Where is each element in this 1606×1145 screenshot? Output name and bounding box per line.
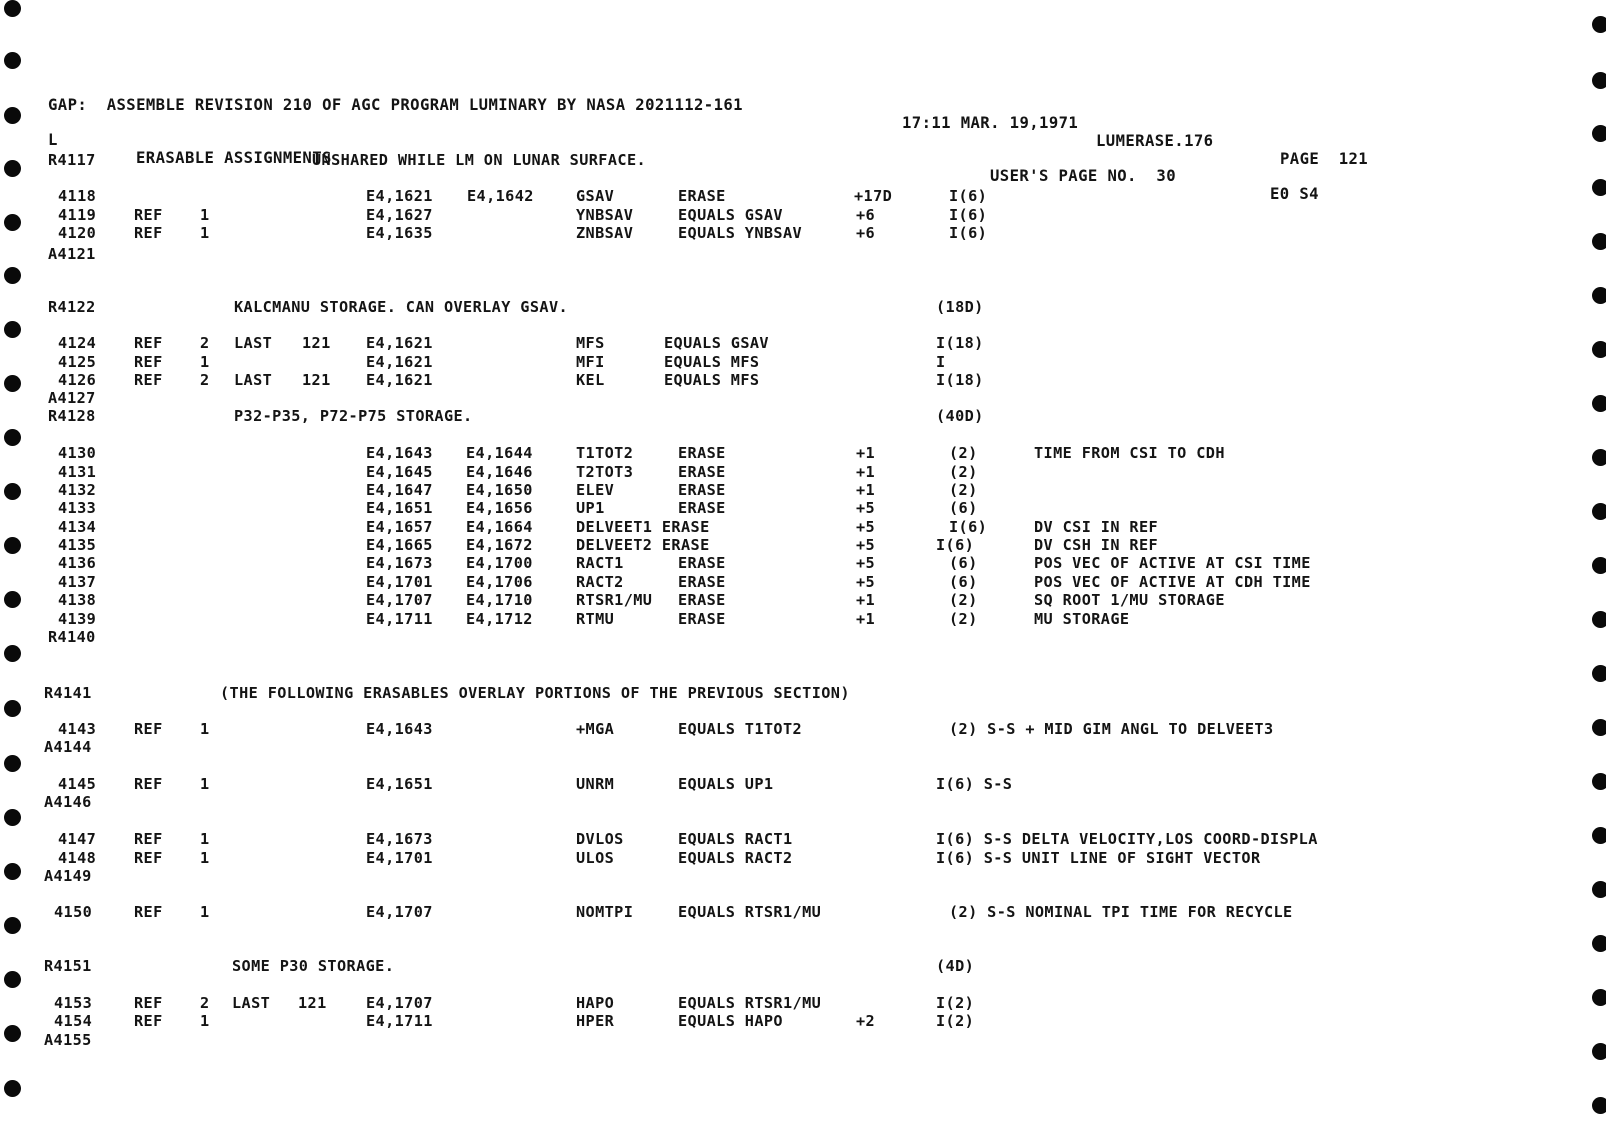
feed-hole bbox=[4, 429, 21, 446]
listing-field: I(6) bbox=[949, 206, 988, 224]
line-number: 4143 bbox=[58, 720, 97, 738]
feed-hole bbox=[1592, 557, 1606, 574]
listing-field: 1 bbox=[200, 903, 210, 921]
feed-hole bbox=[4, 375, 21, 392]
listing-field: DELVEET1 ERASE bbox=[576, 518, 710, 536]
line-number: 4125 bbox=[58, 353, 97, 371]
feed-hole bbox=[4, 755, 21, 772]
listing-code: L bbox=[48, 131, 58, 149]
listing-field: 1 bbox=[200, 775, 210, 793]
listing-field: EQUALS MFS bbox=[664, 371, 760, 389]
feed-hole bbox=[4, 0, 21, 17]
listing-field: ULOS bbox=[576, 849, 615, 867]
listing-field: ERASE bbox=[678, 573, 726, 591]
listing-field: DV CSI IN REF bbox=[1034, 518, 1159, 536]
listing-field: REF bbox=[134, 830, 163, 848]
listing-field: EQUALS T1TOT2 bbox=[678, 720, 803, 738]
line-number: R4128 bbox=[48, 407, 96, 425]
listing-field: I(6) bbox=[949, 187, 988, 205]
listing-field: E4,1643 bbox=[366, 444, 433, 462]
listing-field: (6) bbox=[949, 499, 978, 517]
listing-field: EQUALS GSAV bbox=[664, 334, 769, 352]
feed-hole bbox=[4, 700, 21, 717]
listing-field: 2 bbox=[200, 334, 210, 352]
listing-field: E4,1627 bbox=[366, 206, 433, 224]
listing-field: +17D bbox=[854, 187, 893, 205]
listing-field: E4,1621 bbox=[366, 353, 433, 371]
listing-field: (2) bbox=[949, 610, 978, 628]
listing-field: POS VEC OF ACTIVE AT CSI TIME bbox=[1034, 554, 1311, 572]
listing-field: ERASE bbox=[678, 187, 726, 205]
listing-field: UNSHARED WHILE LM ON LUNAR SURFACE. bbox=[312, 151, 647, 169]
listing-field: RTMU bbox=[576, 610, 615, 628]
listing-field: +1 bbox=[856, 610, 876, 628]
listing-field: 1 bbox=[200, 1012, 210, 1030]
listing-field: LAST bbox=[234, 334, 273, 352]
listing-field: E4,1711 bbox=[366, 610, 433, 628]
feed-hole bbox=[1592, 341, 1606, 358]
listing-field: E4,1673 bbox=[366, 830, 433, 848]
listing-field: REF bbox=[134, 334, 163, 352]
listing-field: ELEV bbox=[576, 481, 615, 499]
feed-hole bbox=[1592, 665, 1606, 682]
listing-field: I(6) S-S bbox=[936, 775, 1013, 793]
listing-field: I(2) bbox=[936, 994, 975, 1012]
assembly-datetime: 17:11 MAR. 19,1971 bbox=[902, 114, 1079, 132]
listing-field: 121 bbox=[302, 334, 331, 352]
listing-field: (18D) bbox=[936, 298, 984, 316]
feed-hole bbox=[1592, 827, 1606, 844]
listing-field: DVLOS bbox=[576, 830, 624, 848]
line-number: 4153 bbox=[54, 994, 93, 1012]
listing-field: (THE FOLLOWING ERASABLES OVERLAY PORTIONS OF THE PREVIOUS SECTION) bbox=[220, 684, 850, 702]
feed-hole bbox=[1592, 1097, 1606, 1114]
listing-field: ERASE bbox=[678, 463, 726, 481]
feed-hole bbox=[4, 645, 21, 662]
feed-hole bbox=[1592, 611, 1606, 628]
listing-field: I(18) bbox=[936, 334, 984, 352]
feed-hole bbox=[1592, 503, 1606, 520]
listing-field: E4,1646 bbox=[466, 463, 533, 481]
listing-field: E4,1711 bbox=[366, 1012, 433, 1030]
listing-field: (2) S-S + MID GIM ANGL TO DELVEET3 bbox=[949, 720, 1274, 738]
listing-field: NOMTPI bbox=[576, 903, 634, 921]
line-number: 4130 bbox=[58, 444, 97, 462]
listing-field: RTSR1/MU bbox=[576, 591, 653, 609]
feed-hole bbox=[1592, 881, 1606, 898]
listing-field: HPER bbox=[576, 1012, 615, 1030]
listing-field: E4,1665 bbox=[366, 536, 433, 554]
listing-field: KEL bbox=[576, 371, 605, 389]
listing-field: MFS bbox=[576, 334, 605, 352]
listing-field: ERASE bbox=[678, 481, 726, 499]
line-number: 4124 bbox=[58, 334, 97, 352]
source-file-name: LUMERASE.176 bbox=[1096, 132, 1214, 150]
listing-field: +6 bbox=[856, 224, 876, 242]
line-number: A4146 bbox=[44, 793, 92, 811]
edition-code: E0 S4 bbox=[1270, 185, 1319, 203]
listing-field: EQUALS GSAV bbox=[678, 206, 783, 224]
listing-field: E4,1645 bbox=[366, 463, 433, 481]
listing-field: E4,1701 bbox=[366, 573, 433, 591]
listing-field: 1 bbox=[200, 849, 210, 867]
listing-field: E4,1672 bbox=[466, 536, 533, 554]
listing-field: I(6) bbox=[949, 518, 988, 536]
feed-hole bbox=[1592, 989, 1606, 1006]
listing-field: 1 bbox=[200, 206, 210, 224]
listing-field: E4,1650 bbox=[466, 481, 533, 499]
line-number: 4148 bbox=[58, 849, 97, 867]
listing-field: EQUALS RACT1 bbox=[678, 830, 793, 848]
line-number: 4154 bbox=[54, 1012, 93, 1030]
line-number: 4119 bbox=[58, 206, 97, 224]
listing-field: P32-P35, P72-P75 STORAGE. bbox=[234, 407, 473, 425]
line-number: 4126 bbox=[58, 371, 97, 389]
feed-hole bbox=[1592, 449, 1606, 466]
listing-field: ERASE bbox=[678, 554, 726, 572]
listing-field: (4D) bbox=[936, 957, 975, 975]
feed-hole bbox=[4, 52, 21, 69]
listing-field: REF bbox=[134, 849, 163, 867]
listing-field: (2) bbox=[949, 591, 978, 609]
line-number: 4145 bbox=[58, 775, 97, 793]
line-number: R4122 bbox=[48, 298, 96, 316]
line-number: 4134 bbox=[58, 518, 97, 536]
listing-field: TIME FROM CSI TO CDH bbox=[1034, 444, 1225, 462]
feed-hole bbox=[4, 971, 21, 988]
listing-field: REF bbox=[134, 994, 163, 1012]
listing-field: (2) bbox=[949, 481, 978, 499]
feed-hole bbox=[1592, 125, 1606, 142]
assembly-title: GAP: ASSEMBLE REVISION 210 OF AGC PROGRAM LUMINARY BY NASA 2021112-161 bbox=[48, 96, 743, 114]
listing-field: (2) S-S NOMINAL TPI TIME FOR RECYCLE bbox=[949, 903, 1293, 921]
listing-field: +1 bbox=[856, 444, 876, 462]
listing-field: REF bbox=[134, 775, 163, 793]
line-number: R4141 bbox=[44, 684, 92, 702]
listing-field: YNBSAV bbox=[576, 206, 634, 224]
listing-field: +6 bbox=[856, 206, 876, 224]
feed-hole bbox=[1592, 935, 1606, 952]
listing-field: HAPO bbox=[576, 994, 615, 1012]
listing-field: I bbox=[936, 353, 946, 371]
line-number: 4139 bbox=[58, 610, 97, 628]
listing-field: EQUALS RTSR1/MU bbox=[678, 994, 822, 1012]
line-number: 4147 bbox=[58, 830, 97, 848]
line-number: 4136 bbox=[58, 554, 97, 572]
listing-field: ZNBSAV bbox=[576, 224, 634, 242]
line-number: 4132 bbox=[58, 481, 97, 499]
listing-field: (40D) bbox=[936, 407, 984, 425]
listing-field: E4,1651 bbox=[366, 499, 433, 517]
listing-field: E4,1710 bbox=[466, 591, 533, 609]
line-number: R4151 bbox=[44, 957, 92, 975]
feed-hole bbox=[1592, 287, 1606, 304]
listing-field: MU STORAGE bbox=[1034, 610, 1130, 628]
listing-field: (6) bbox=[949, 554, 978, 572]
listing-field: E4,1621 bbox=[366, 371, 433, 389]
listing-field: E4,1657 bbox=[366, 518, 433, 536]
listing-field: I(6) S-S UNIT LINE OF SIGHT VECTOR bbox=[936, 849, 1261, 867]
listing-field: E4,1700 bbox=[466, 554, 533, 572]
listing-field: +5 bbox=[856, 536, 876, 554]
listing-field: I(6) bbox=[949, 224, 988, 242]
feed-hole bbox=[1592, 16, 1606, 33]
listing-field: I(6) S-S DELTA VELOCITY,LOS COORD-DISPLA bbox=[936, 830, 1318, 848]
listing-field: E4,1635 bbox=[366, 224, 433, 242]
line-number: 4137 bbox=[58, 573, 97, 591]
feed-hole bbox=[1592, 395, 1606, 412]
line-number: A4155 bbox=[44, 1031, 92, 1049]
listing-field: 1 bbox=[200, 224, 210, 242]
page-number: PAGE 121 bbox=[1280, 150, 1369, 168]
line-number: 4133 bbox=[58, 499, 97, 517]
listing-field: E4,1707 bbox=[366, 903, 433, 921]
listing-field: UNRM bbox=[576, 775, 615, 793]
line-number: 4118 bbox=[58, 187, 97, 205]
line-number: A4149 bbox=[44, 867, 92, 885]
listing-field: POS VEC OF ACTIVE AT CDH TIME bbox=[1034, 573, 1311, 591]
listing-field: EQUALS UP1 bbox=[678, 775, 774, 793]
listing-field: I(2) bbox=[936, 1012, 975, 1030]
feed-hole bbox=[1592, 233, 1606, 250]
line-number: 4150 bbox=[54, 903, 93, 921]
feed-hole bbox=[1592, 1043, 1606, 1060]
feed-hole bbox=[1592, 773, 1606, 790]
listing-field: E4,1651 bbox=[366, 775, 433, 793]
line-number: 4138 bbox=[58, 591, 97, 609]
listing-field: +5 bbox=[856, 499, 876, 517]
listing-field: E4,1642 bbox=[467, 187, 534, 205]
listing-field: GSAV bbox=[576, 187, 615, 205]
listing-field: SQ ROOT 1/MU STORAGE bbox=[1034, 591, 1225, 609]
feed-hole bbox=[1592, 72, 1606, 89]
listing-field: REF bbox=[134, 1012, 163, 1030]
listing-field: SOME P30 STORAGE. bbox=[232, 957, 395, 975]
listing-field: ERASE bbox=[678, 499, 726, 517]
listing-field: REF bbox=[134, 224, 163, 242]
feed-hole bbox=[4, 537, 21, 554]
feed-hole bbox=[4, 1080, 21, 1097]
listing-field: EQUALS HAPO bbox=[678, 1012, 783, 1030]
listing-field: EQUALS YNBSAV bbox=[678, 224, 803, 242]
line-number: A4121 bbox=[48, 245, 96, 263]
listing-field: +5 bbox=[856, 554, 876, 572]
feed-hole bbox=[4, 591, 21, 608]
listing-field: T1TOT2 bbox=[576, 444, 634, 462]
listing-field: I(18) bbox=[936, 371, 984, 389]
line-number: A4127 bbox=[48, 389, 96, 407]
listing-field: +1 bbox=[856, 481, 876, 499]
listing-field: (2) bbox=[949, 444, 978, 462]
listing-field: REF bbox=[134, 371, 163, 389]
listing-field: E4,1621 bbox=[366, 187, 433, 205]
listing-field: 121 bbox=[298, 994, 327, 1012]
feed-hole bbox=[4, 267, 21, 284]
listing-field: I(6) bbox=[936, 536, 975, 554]
listing-field: REF bbox=[134, 353, 163, 371]
feed-hole bbox=[1592, 179, 1606, 196]
listing-field: EQUALS RACT2 bbox=[678, 849, 793, 867]
listing-field: E4,1621 bbox=[366, 334, 433, 352]
listing-field: E4,1701 bbox=[366, 849, 433, 867]
line-number: 4120 bbox=[58, 224, 97, 242]
line-number: R4140 bbox=[48, 628, 96, 646]
feed-hole bbox=[4, 214, 21, 231]
section-title: ERASABLE ASSIGNMENTS bbox=[136, 149, 332, 167]
listing-field: E4,1643 bbox=[366, 720, 433, 738]
listing-field: +5 bbox=[856, 518, 876, 536]
listing-field: E4,1673 bbox=[366, 554, 433, 572]
listing-field: REF bbox=[134, 720, 163, 738]
listing-field: E4,1707 bbox=[366, 591, 433, 609]
listing-field: EQUALS MFS bbox=[664, 353, 760, 371]
listing-field: REF bbox=[134, 903, 163, 921]
listing-field: +1 bbox=[856, 463, 876, 481]
listing-field: 121 bbox=[302, 371, 331, 389]
line-number: R4117 bbox=[48, 151, 96, 169]
listing-field: RACT2 bbox=[576, 573, 624, 591]
line-number: A4144 bbox=[44, 738, 92, 756]
listing-field: RACT1 bbox=[576, 554, 624, 572]
listing-field: 2 bbox=[200, 371, 210, 389]
listing-field: T2TOT3 bbox=[576, 463, 634, 481]
feed-hole bbox=[4, 863, 21, 880]
listing-field: ERASE bbox=[678, 444, 726, 462]
listing-field: UP1 bbox=[576, 499, 605, 517]
feed-hole bbox=[1592, 719, 1606, 736]
listing-field: E4,1656 bbox=[466, 499, 533, 517]
listing-field: LAST bbox=[234, 371, 273, 389]
listing-field: 1 bbox=[200, 720, 210, 738]
listing-field: +MGA bbox=[576, 720, 615, 738]
listing-field: E4,1706 bbox=[466, 573, 533, 591]
users-page-number: USER'S PAGE NO. 30 bbox=[990, 167, 1176, 185]
listing-field: ERASE bbox=[678, 591, 726, 609]
feed-hole bbox=[4, 483, 21, 500]
listing-field: E4,1707 bbox=[366, 994, 433, 1012]
line-number: 4131 bbox=[58, 463, 97, 481]
listing-field: 2 bbox=[200, 994, 210, 1012]
listing-field: E4,1647 bbox=[366, 481, 433, 499]
listing-field: LAST bbox=[232, 994, 271, 1012]
listing-field: ERASE bbox=[678, 610, 726, 628]
listing-field: DV CSH IN REF bbox=[1034, 536, 1159, 554]
listing-field: REF bbox=[134, 206, 163, 224]
feed-hole bbox=[4, 321, 21, 338]
listing-field: E4,1644 bbox=[466, 444, 533, 462]
listing-field: +5 bbox=[856, 573, 876, 591]
listing-field: (2) bbox=[949, 463, 978, 481]
listing-field: E4,1664 bbox=[466, 518, 533, 536]
listing-field: +1 bbox=[856, 591, 876, 609]
feed-hole bbox=[4, 809, 21, 826]
feed-hole bbox=[4, 1025, 21, 1042]
listing-field: E4,1712 bbox=[466, 610, 533, 628]
listing-field: +2 bbox=[856, 1012, 876, 1030]
feed-hole bbox=[4, 917, 21, 934]
listing-field: 1 bbox=[200, 830, 210, 848]
listing-field: EQUALS RTSR1/MU bbox=[678, 903, 822, 921]
listing-field: (6) bbox=[949, 573, 978, 591]
listing-field: MFI bbox=[576, 353, 605, 371]
listing-field: 1 bbox=[200, 353, 210, 371]
listing-field: DELVEET2 ERASE bbox=[576, 536, 710, 554]
line-number: 4135 bbox=[58, 536, 97, 554]
listing-field: KALCMANU STORAGE. CAN OVERLAY GSAV. bbox=[234, 298, 569, 316]
